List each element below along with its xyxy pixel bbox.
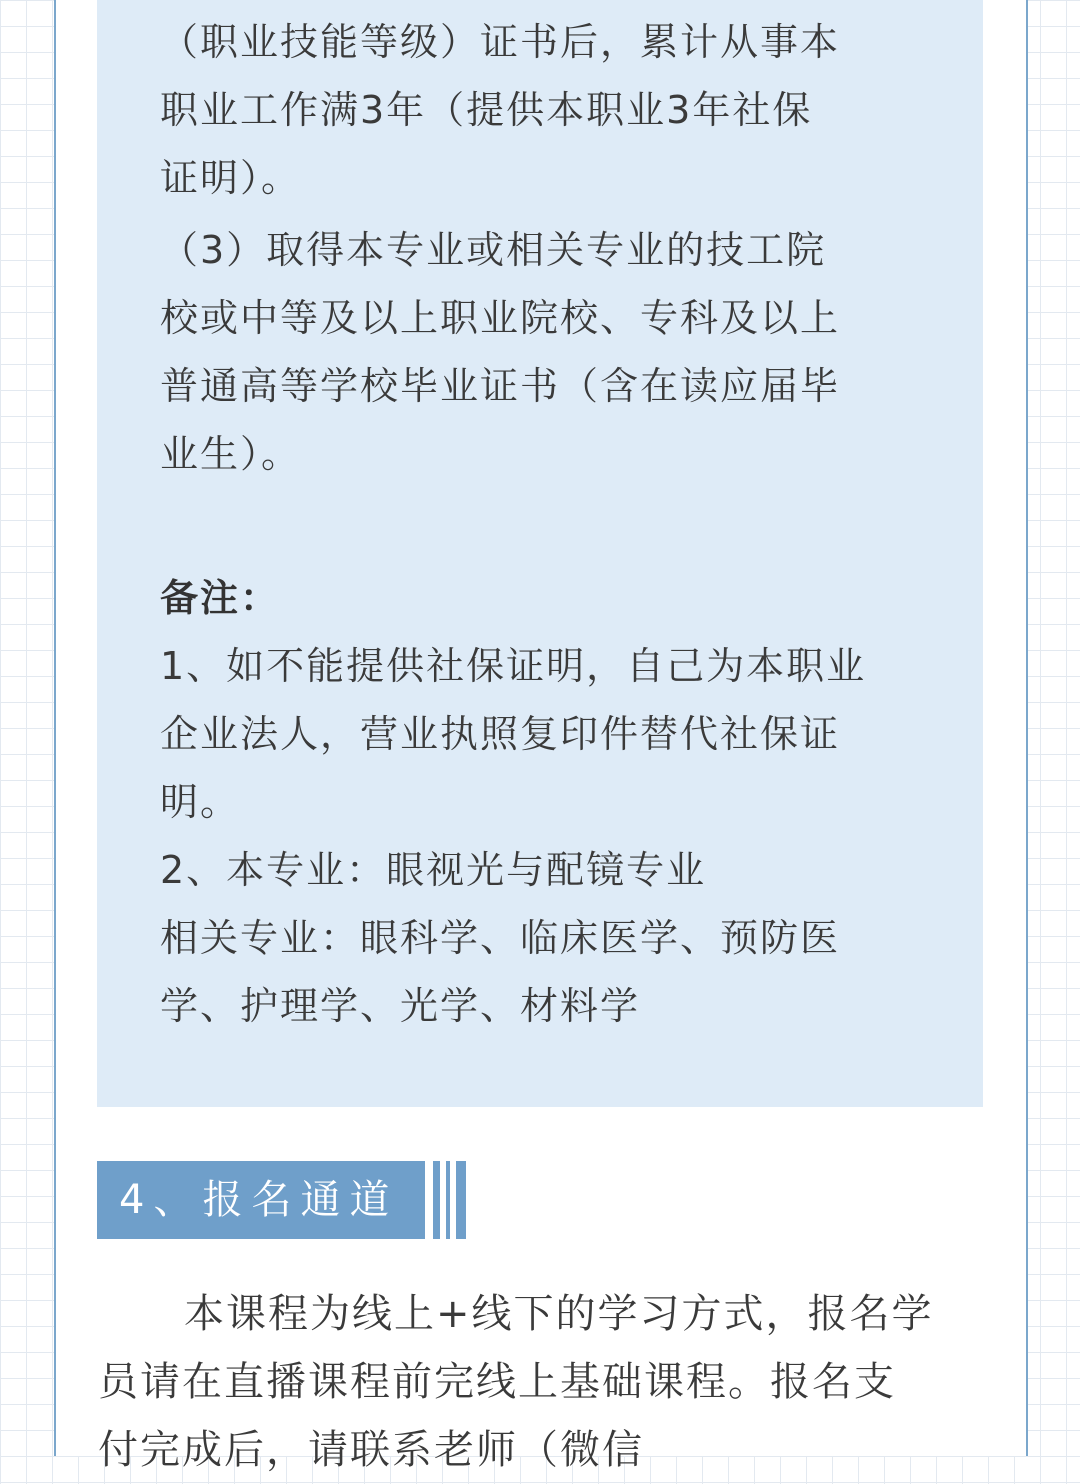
note-line: 相关专业：眼科学、临床医学、预防医 bbox=[160, 916, 841, 960]
requirement-item-2-continued bbox=[160, 8, 920, 212]
decorative-stripe bbox=[433, 1161, 440, 1239]
text-line: 校或中等及以上职业院校、专科及以上 bbox=[160, 296, 841, 340]
course-intro-paragraph bbox=[98, 1280, 978, 1484]
intro-line: 员请在直播课程前完线上基础课程。报名支 bbox=[98, 1359, 896, 1405]
section-title: 4、报名通道 bbox=[119, 1177, 399, 1223]
decorative-stripe bbox=[446, 1161, 450, 1239]
text-line: 证明）。 bbox=[160, 156, 302, 200]
section-title-bar bbox=[97, 1161, 425, 1239]
note-line: 1、如不能提供社保证明，自己为本职业 bbox=[160, 644, 867, 688]
note-line: 2、本专业：眼视光与配镜专业 bbox=[160, 848, 707, 892]
intro-line: 付完成后，请联系老师（微信 bbox=[98, 1427, 644, 1473]
text-line: 业生）。 bbox=[160, 432, 302, 476]
decorative-stripe bbox=[456, 1161, 466, 1239]
notes-title: 备注： bbox=[160, 576, 281, 620]
note-line: 明。 bbox=[160, 780, 241, 824]
text-line: 职业工作满3年（提供本职业3年社保 bbox=[160, 88, 813, 132]
requirement-item-3 bbox=[160, 216, 920, 488]
text-line: （职业技能等级）证书后，累计从事本 bbox=[160, 20, 841, 64]
text-line: （3）取得本专业或相关专业的技工院 bbox=[160, 228, 827, 272]
section-header-registration bbox=[97, 1161, 469, 1239]
notes-block bbox=[160, 564, 920, 1040]
note-line: 学、护理学、光学、材料学 bbox=[160, 984, 641, 1028]
note-line: 企业法人，营业执照复印件替代社保证 bbox=[160, 712, 841, 756]
intro-line: 本课程为线上+线下的学习方式，报名学 bbox=[184, 1291, 934, 1337]
text-line: 普通高等学校毕业证书（含在读应届毕 bbox=[160, 364, 841, 408]
